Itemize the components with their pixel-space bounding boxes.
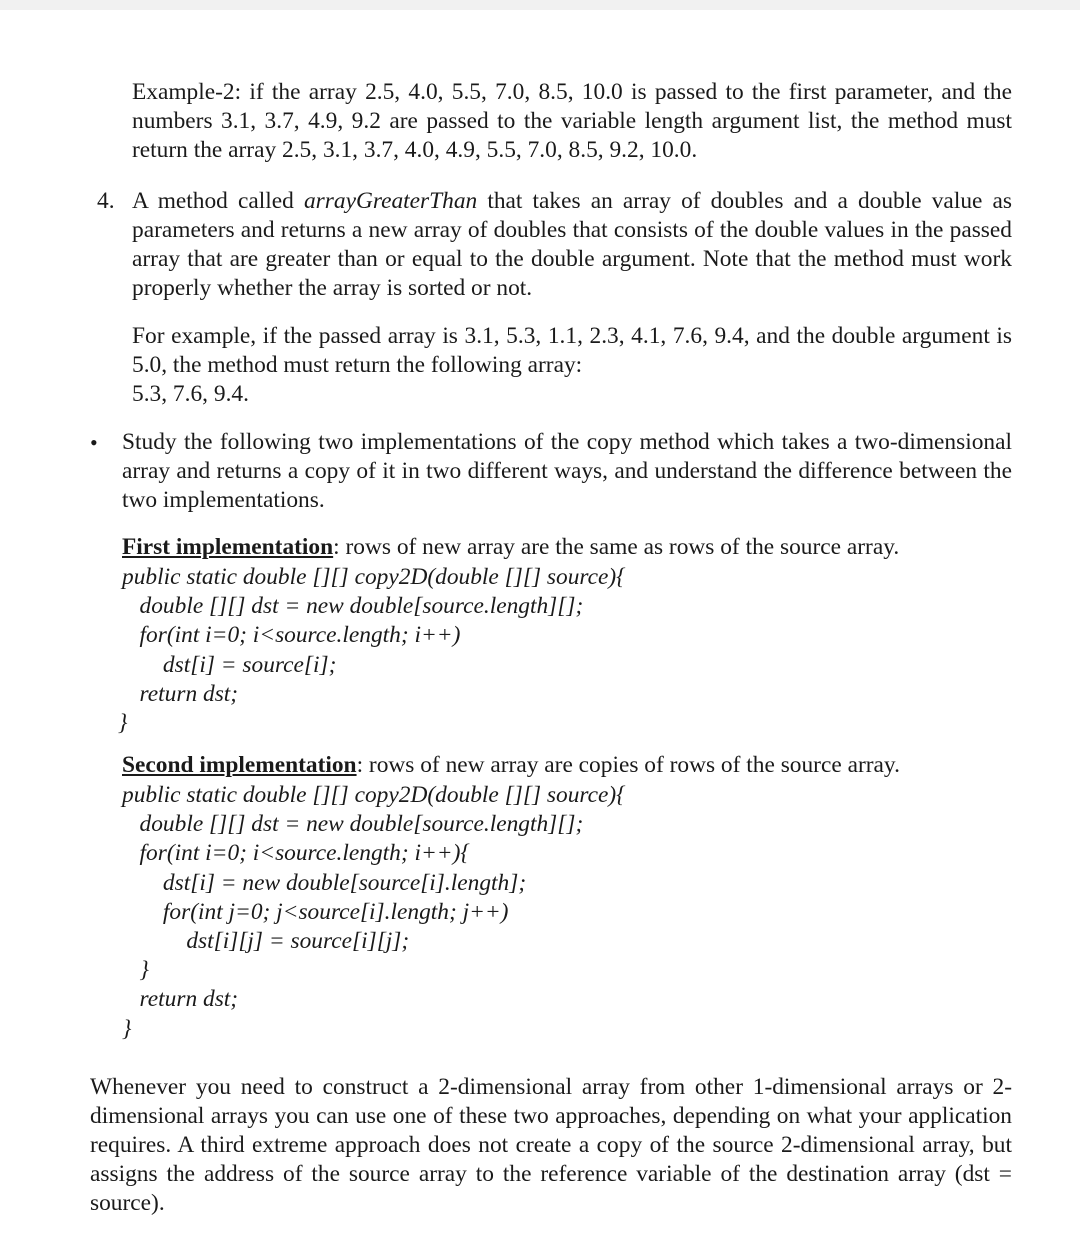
- bullet-paragraph: Study the following two implementations of the copy method which takes a two-dimensional array and returns a copy of it in two different ways, and understand the difference between the two implementations.: [122, 429, 1012, 513]
- code-line: double [][] dst = new double[source.length][];: [122, 593, 584, 620]
- item-4-paragraph: [132, 187, 1012, 303]
- code-line: public static double [][] copy2D(double [][] source){: [122, 564, 626, 590]
- first-impl-title-line: [122, 533, 1022, 562]
- method-name-arrayGreaterThan: arrayGreaterThan: [303, 188, 478, 214]
- code-line: return dst;: [122, 680, 239, 707]
- code-line: public static double [][] copy2D(double [][] source){: [122, 782, 626, 808]
- code-line: for(int i=0; i<source.length; i++): [122, 622, 461, 649]
- example-2-paragraph: Example-2: if the array 2.5, 4.0, 5.5, 7.0, 8.5, 10.0 is passed to the first parameter, and the numbers 3.1, 3.7, 4.9, 9.2 are passed to the variable length argument list, the method must return the array 2.5, 3.1, 3.7, 4.0, 4.9, 5.5, 7.0, 8.5, 9.2, 10.0.: [132, 79, 1012, 163]
- first-impl-description: : rows of new array are the same as rows of the source array.: [333, 534, 900, 560]
- page-top-strip: [0, 0, 1080, 10]
- item-4-lead: A method called: [132, 188, 304, 214]
- first-impl-code: [118, 563, 626, 738]
- item-4-example-result: 5.3, 7.6, 9.4.: [132, 381, 249, 407]
- code-line: dst[i] = new double[source[i].length];: [122, 869, 527, 896]
- code-line: }: [118, 710, 128, 737]
- item-4-example: [132, 322, 1012, 409]
- code-line: }: [122, 1015, 132, 1042]
- code-line: dst[i] = source[i];: [122, 651, 337, 678]
- second-impl-heading: Second implementation: [122, 752, 357, 778]
- closing-paragraph: Whenever you need to construct a 2-dimensional array from other 1-dimensional arrays or 2-dimensional arrays you can use one of these two approaches, depending on what your application requires. A third extreme approach does not create a copy of the source 2-dimensional array, but assigns the address of the source array to the reference variable of the destination array (dst = source).: [90, 1074, 1012, 1216]
- first-impl-heading: First implementation: [122, 534, 334, 560]
- code-line: for(int i=0; i<source.length; i++){: [122, 840, 470, 867]
- code-line: return dst;: [122, 986, 239, 1013]
- second-impl-description: : rows of new array are copies of rows of the source array.: [356, 752, 900, 778]
- second-impl-code: [122, 781, 626, 1044]
- list-number-4: 4.: [97, 188, 115, 214]
- second-impl-title-line: [122, 751, 1022, 780]
- item-4-example-text: For example, if the passed array is 3.1, 5.3, 1.1, 2.3, 4.1, 7.6, 9.4, and the double argument is 5.0, the method must return the following array:: [132, 323, 1012, 378]
- item-4-rest: that takes an array of doubles and a double value as parameters and returns a new array of doubles that consists of the double values in the passed array that are greater than or equal to the double argument. Note that the method must work properly whether the array is sorted or not.: [132, 188, 1012, 301]
- code-line: dst[i][j] = source[i][j];: [122, 928, 410, 955]
- code-line: for(int j=0; j<source[i].length; j++): [122, 898, 509, 925]
- code-line: double [][] dst = new double[source.length][];: [122, 811, 584, 838]
- code-line: }: [122, 957, 149, 984]
- bullet-dot: •: [90, 430, 98, 455]
